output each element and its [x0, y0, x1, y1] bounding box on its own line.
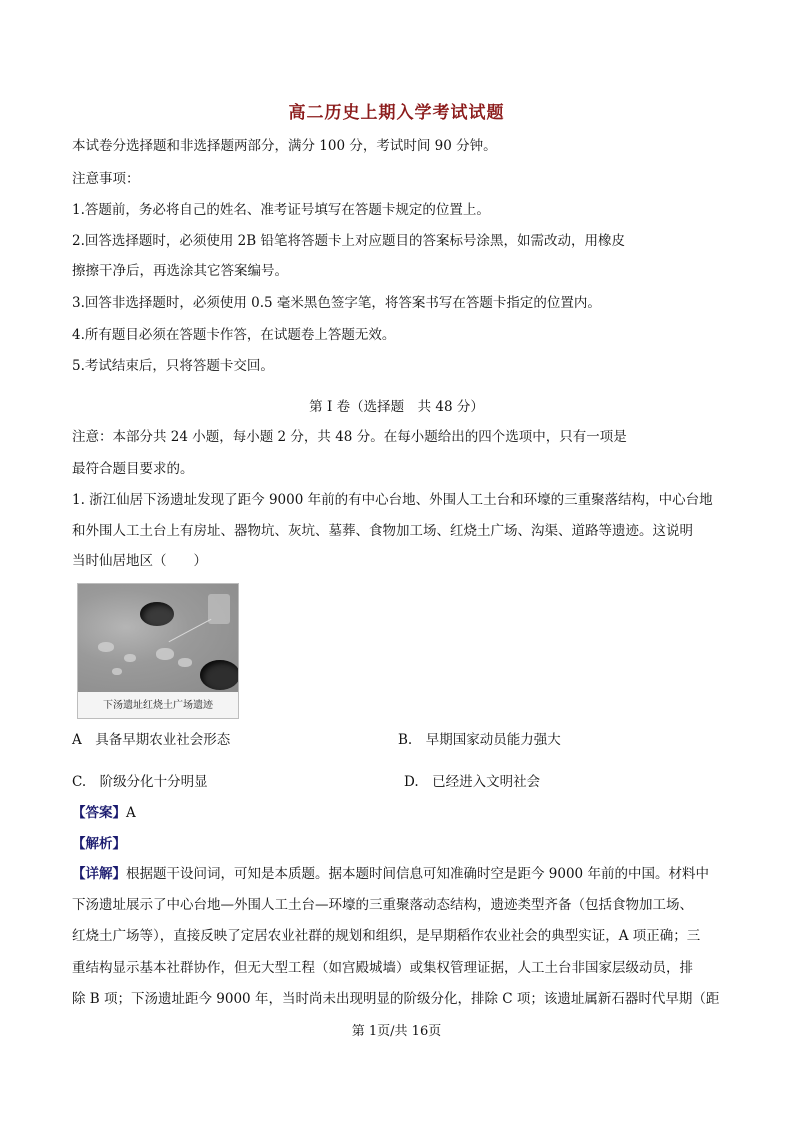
notice-item-2-cont: 擦擦干净后，再选涂其它答案编号。 [72, 263, 288, 279]
section-note-line-1: 注意：本部分共 24 小题，每小题 2 分，共 48 分。在每小题给出的四个选项中，只有一项是 [72, 429, 627, 445]
analysis-line [72, 835, 126, 853]
answer-line [72, 804, 136, 822]
notice-item-4: 4.所有题目必须在答题卡作答，在试题卷上答题无效。 [72, 327, 396, 343]
detail-tag: 【详解】 [72, 866, 126, 882]
section-note-line-2: 最符合题目要求的。 [72, 461, 194, 477]
notice-item-3: 3.回答非选择题时，必须使用 0.5 毫米黑色签字笔，将答案书写在答题卡指定的位置内。 [72, 295, 601, 311]
exam-title: 高二历史上期入学考试试题 [288, 103, 505, 123]
detail-line-1 [72, 865, 709, 883]
answer-tag: 【答案】 [72, 805, 126, 821]
question-1-line-2: 和外围人工土台上有房址、器物坑、灰坑、墓葬、食物加工场、红烧土广场、沟渠、道路等遗迹。这说明 [72, 523, 693, 539]
detail-text-1: 根据题干设问词，可知是本质题。据本题时间信息可知准确时空是距今 9000 年前的中国。材料中 [126, 866, 709, 882]
question-1-line-3: 当时仙居地区（ ） [72, 553, 207, 569]
option-d: D. 已经进入文明社会 [404, 774, 541, 790]
option-c: C. 阶级分化十分明显 [72, 774, 208, 790]
detail-line-4: 重结构显示基本社群协作，但无大型工程（如宫殿城墙）或集权管理证据，人工土台非国家层级动员，排 [72, 960, 693, 976]
option-b: B. 早期国家动员能力强大 [398, 732, 561, 748]
answer-value: A [126, 805, 136, 821]
notice-item-1: 1.答题前，务必将自己的姓名、准考证号填写在答题卡规定的位置上。 [72, 202, 490, 218]
site-photo [78, 584, 238, 692]
detail-line-2: 下汤遗址展示了中心台地—外围人工土台—环壕的三重聚落动态结构，遗迹类型齐备（包括食物加工场、 [72, 897, 693, 913]
site-photo-figure [77, 583, 239, 719]
analysis-tag: 【解析】 [72, 836, 126, 852]
notice-item-2: 2.回答选择题时，必须使用 2B 铅笔将答题卡上对应题目的答案标号涂黑，如需改动，用橡皮 [72, 233, 625, 249]
section-title: 第 I 卷（选择题 共 48 分） [309, 399, 484, 415]
page-footer: 第 1页/共 16页 [351, 1024, 442, 1039]
intro-text: 本试卷分选择题和非选择题两部分，满分 100 分，考试时间 90 分钟。 [72, 138, 497, 154]
figure-caption: 下汤遗址红烧土广场遗迹 [103, 700, 213, 711]
option-a: A 具备早期农业社会形态 [72, 732, 231, 748]
question-1-line-1: 1. 浙江仙居下汤遗址发现了距今 9000 年前的有中心台地、外围人工土台和环壕的三重聚落结构，中心台地 [72, 492, 713, 508]
notice-item-5: 5.考试结束后，只将答题卡交回。 [72, 358, 274, 374]
notice-heading: 注意事项： [72, 171, 140, 187]
detail-line-3: 红烧土广场等），直接反映了定居农业社群的规划和组织，是早期稻作农业社会的典型实证，A 项正确；三 [72, 928, 701, 944]
detail-line-5: 除 B 项；下汤遗址距今 9000 年，当时尚未出现明显的阶级分化，排除 C 项；该遗址属新石器时代早期（距 [72, 991, 720, 1007]
